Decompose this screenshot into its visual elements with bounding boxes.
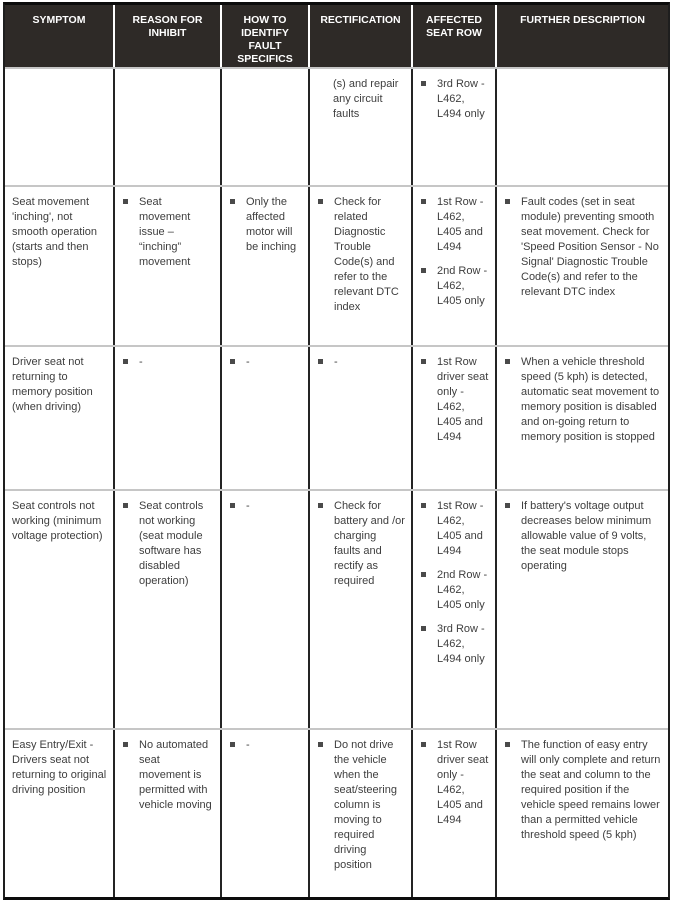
bullet-square-icon	[505, 742, 510, 747]
table-cell-rectification	[308, 491, 411, 728]
bullet-item	[229, 738, 302, 753]
bullet-item	[229, 195, 302, 255]
table-row	[5, 728, 668, 897]
bullet-text: 1st Row driver seat only - L462, L405 and L494	[437, 356, 489, 443]
bullet-item	[420, 568, 489, 613]
table-cell-further-description	[495, 69, 668, 185]
bullet-text: Check for related Diagnostic Trouble Code(s) and refer to the relevant DTC index	[334, 196, 399, 313]
bullet-square-icon	[421, 626, 426, 631]
table-row	[5, 489, 668, 728]
bullet-item	[317, 738, 405, 873]
bullet-square-icon	[123, 359, 128, 364]
bullet-square-icon	[230, 199, 235, 204]
table-cell-how-to-identify-fault-specifics	[220, 187, 308, 345]
bullet-item	[420, 195, 489, 255]
column-header-further-description: FURTHER DESCRIPTION	[495, 5, 668, 67]
bullet-item	[420, 622, 489, 667]
table-cell-how-to-identify-fault-specifics	[220, 69, 308, 185]
column-header-reason-for-inhibit: REASON FOR INHIBIT	[113, 5, 220, 67]
bullet-text: No automated seat movement is permitted with vehicle moving	[139, 739, 212, 811]
bullet-text: 2nd Row - L462, L405 only	[437, 265, 488, 307]
table-cell-rectification	[308, 69, 411, 185]
table-cell-how-to-identify-fault-specifics	[220, 347, 308, 489]
bullet-item	[420, 738, 489, 828]
bullet-square-icon	[421, 199, 426, 204]
bullet-text: 1st Row - L462, L405 and L494	[437, 196, 484, 253]
bullet-text: -	[334, 356, 338, 368]
table-cell-reason-for-inhibit	[113, 491, 220, 728]
bullet-square-icon	[421, 742, 426, 747]
bullet-item	[122, 738, 214, 813]
table-cell-affected-seat-row	[411, 730, 495, 897]
table-cell-symptom	[5, 69, 113, 185]
cell-text: Easy Entry/Exit - Drivers seat not returning to original driving position	[12, 739, 107, 796]
table-cell-further-description	[495, 187, 668, 345]
table-cell-affected-seat-row	[411, 347, 495, 489]
table-cell-further-description	[495, 491, 668, 728]
bullet-text: The function of easy entry will only complete and return the seat and column to the required position if the vehicle speed remains lower than a permitted vehicle threshold speed (5 kph)	[521, 739, 661, 841]
seat-fault-table	[3, 2, 670, 900]
bullet-item	[229, 499, 302, 514]
column-header-symptom: SYMPTOM	[5, 5, 113, 67]
bullet-text: -	[246, 500, 250, 512]
bullet-text: -	[246, 356, 250, 368]
bullet-item	[504, 738, 662, 843]
table-cell-affected-seat-row	[411, 69, 495, 185]
bullet-square-icon	[318, 199, 323, 204]
bullet-item	[317, 355, 405, 370]
column-header-how-to-identify-fault-specifics: HOW TO IDENTIFY FAULT SPECIFICS	[220, 5, 308, 67]
bullet-item	[122, 499, 214, 589]
bullet-square-icon	[318, 742, 323, 747]
table-header-row	[5, 5, 668, 67]
bullet-square-icon	[505, 503, 510, 508]
table-cell-rectification	[308, 187, 411, 345]
bullet-square-icon	[421, 359, 426, 364]
table-cell-rectification	[308, 730, 411, 897]
bullet-square-icon	[123, 742, 128, 747]
table-row	[5, 67, 668, 185]
bullet-square-icon	[230, 359, 235, 364]
bullet-item	[122, 195, 214, 270]
table-cell-further-description	[495, 730, 668, 897]
bullet-item	[504, 355, 662, 445]
bullet-text: Check for battery and /or charging faults and rectify as required	[334, 500, 405, 587]
column-header-rectification: RECTIFICATION	[308, 5, 411, 67]
bullet-text: 2nd Row - L462, L405 only	[437, 569, 488, 611]
bullet-text: Do not drive the vehicle when the seat/steering column is moving to required driving position	[334, 739, 397, 871]
bullet-text: Fault codes (set in seat module) preventing smooth seat movement. Check for 'Speed Position Sensor - No Signal' Diagnostic Trouble Code(s) and refer to the relevant DTC index	[521, 196, 659, 298]
bullet-text: Seat controls not working (seat module software has disabled operation)	[139, 500, 204, 587]
bullet-text: 3rd Row - L462, L494 only	[437, 623, 485, 665]
bullet-text: 1st Row - L462, L405 and L494	[437, 500, 484, 557]
bullet-square-icon	[421, 268, 426, 273]
bullet-text: -	[139, 356, 143, 368]
bullet-item	[504, 195, 662, 300]
bullet-item	[420, 355, 489, 445]
bullet-item	[420, 264, 489, 309]
cell-text: Driver seat not returning to memory position (when driving)	[12, 356, 93, 413]
bullet-item	[122, 355, 214, 370]
bullet-square-icon	[230, 503, 235, 508]
bullet-square-icon	[318, 359, 323, 364]
cell-text: (s) and repair any circuit faults	[333, 78, 399, 120]
table-cell-how-to-identify-fault-specifics	[220, 730, 308, 897]
table-cell-affected-seat-row	[411, 491, 495, 728]
bullet-square-icon	[505, 199, 510, 204]
table-cell-how-to-identify-fault-specifics	[220, 491, 308, 728]
bullet-square-icon	[421, 572, 426, 577]
table-body	[5, 67, 668, 897]
bullet-text: Only the affected motor will be inching	[246, 196, 297, 253]
bullet-square-icon	[318, 503, 323, 508]
bullet-square-icon	[230, 742, 235, 747]
table-cell-reason-for-inhibit	[113, 69, 220, 185]
table-cell-affected-seat-row	[411, 187, 495, 345]
cell-text: Seat controls not working (minimum voltage protection)	[12, 500, 103, 542]
table-cell-reason-for-inhibit	[113, 187, 220, 345]
bullet-square-icon	[123, 199, 128, 204]
bullet-square-icon	[421, 503, 426, 508]
table-cell-further-description	[495, 347, 668, 489]
bullet-item	[317, 195, 405, 315]
bullet-text: -	[246, 739, 250, 751]
bullet-item	[420, 77, 489, 122]
bullet-text: Seat movement issue – “inching” movement	[139, 196, 191, 268]
bullet-text: 3rd Row - L462, L494 only	[437, 78, 485, 120]
table-cell-rectification	[308, 347, 411, 489]
bullet-item	[420, 499, 489, 559]
bullet-item	[229, 355, 302, 370]
bullet-item	[504, 499, 662, 574]
table-cell-symptom	[5, 491, 113, 728]
table-row	[5, 185, 668, 345]
bullet-square-icon	[505, 359, 510, 364]
bullet-square-icon	[421, 81, 426, 86]
table-cell-symptom	[5, 730, 113, 897]
cell-text: Seat movement 'inching', not smooth operation (starts and then stops)	[12, 196, 97, 268]
table-cell-reason-for-inhibit	[113, 347, 220, 489]
table-cell-symptom	[5, 347, 113, 489]
column-header-affected-seat-row: AFFECTED SEAT ROW	[411, 5, 495, 67]
bullet-text: If battery's voltage output decreases below minimum allowable value of 9 volts, the seat module stops operating	[521, 500, 652, 572]
table-cell-symptom	[5, 187, 113, 345]
bullet-item	[317, 499, 405, 589]
bullet-text: When a vehicle threshold speed (5 kph) is detected, automatic seat movement to memory position is disabled and on-going return to memory position is stopped	[521, 356, 660, 443]
bullet-text: 1st Row driver seat only - L462, L405 and L494	[437, 739, 489, 826]
table-row	[5, 345, 668, 489]
table-cell-reason-for-inhibit	[113, 730, 220, 897]
bullet-square-icon	[123, 503, 128, 508]
